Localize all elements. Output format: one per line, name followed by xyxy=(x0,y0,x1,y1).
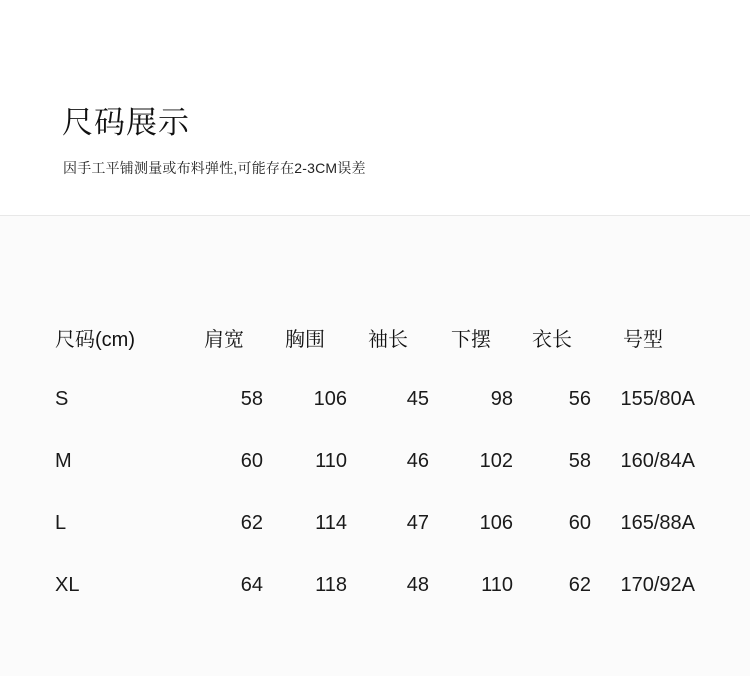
table-row xyxy=(55,430,695,492)
cell-size: M xyxy=(55,449,72,472)
cell-hem: 102 xyxy=(479,449,513,472)
cell-hem: 110 xyxy=(481,573,513,596)
column-header: 袖长 xyxy=(368,328,408,351)
cell-length: 60 xyxy=(568,511,591,534)
cell-model: 165/88A xyxy=(620,511,695,534)
column-header: 号型 xyxy=(623,328,663,351)
cell-sleeve: 48 xyxy=(406,573,429,596)
size-table-section xyxy=(0,216,750,676)
cell-length: 58 xyxy=(568,449,591,472)
cell-sleeve: 46 xyxy=(406,449,429,472)
cell-length: 62 xyxy=(568,573,591,596)
column-header: 胸围 xyxy=(285,328,325,351)
cell-model: 155/80A xyxy=(620,387,695,410)
cell-model: 160/84A xyxy=(620,449,695,472)
cell-size: XL xyxy=(55,573,80,596)
table-row xyxy=(55,368,695,430)
cell-size: L xyxy=(55,511,67,534)
cell-bust: 114 xyxy=(315,511,347,534)
cell-model: 170/92A xyxy=(620,573,695,596)
cell-bust: 106 xyxy=(313,387,347,410)
size-table xyxy=(55,306,695,616)
column-header: 肩宽 xyxy=(204,328,244,351)
cell-shoulder: 64 xyxy=(240,573,263,596)
cell-bust: 110 xyxy=(315,449,347,472)
cell-shoulder: 62 xyxy=(240,511,263,534)
table-row xyxy=(55,492,695,554)
cell-sleeve: 45 xyxy=(406,387,429,410)
cell-size: S xyxy=(55,387,69,410)
header-block xyxy=(0,0,750,215)
cell-bust: 118 xyxy=(315,573,347,596)
cell-length: 56 xyxy=(568,387,591,410)
cell-hem: 106 xyxy=(479,511,513,534)
column-header: 衣长 xyxy=(532,328,572,351)
cell-shoulder: 60 xyxy=(240,449,263,472)
column-header: 下摆 xyxy=(451,328,491,351)
measurement-note: 因手工平铺测量或布料弹性,可能存在2-3CM误差 xyxy=(63,160,366,176)
cell-hem: 98 xyxy=(490,387,513,410)
column-header: 尺码(cm) xyxy=(55,328,135,351)
table-row xyxy=(55,554,695,616)
page-title: 尺码展示 xyxy=(62,105,190,140)
table-header-row xyxy=(55,306,695,368)
cell-sleeve: 47 xyxy=(406,511,429,534)
cell-shoulder: 58 xyxy=(240,387,263,410)
